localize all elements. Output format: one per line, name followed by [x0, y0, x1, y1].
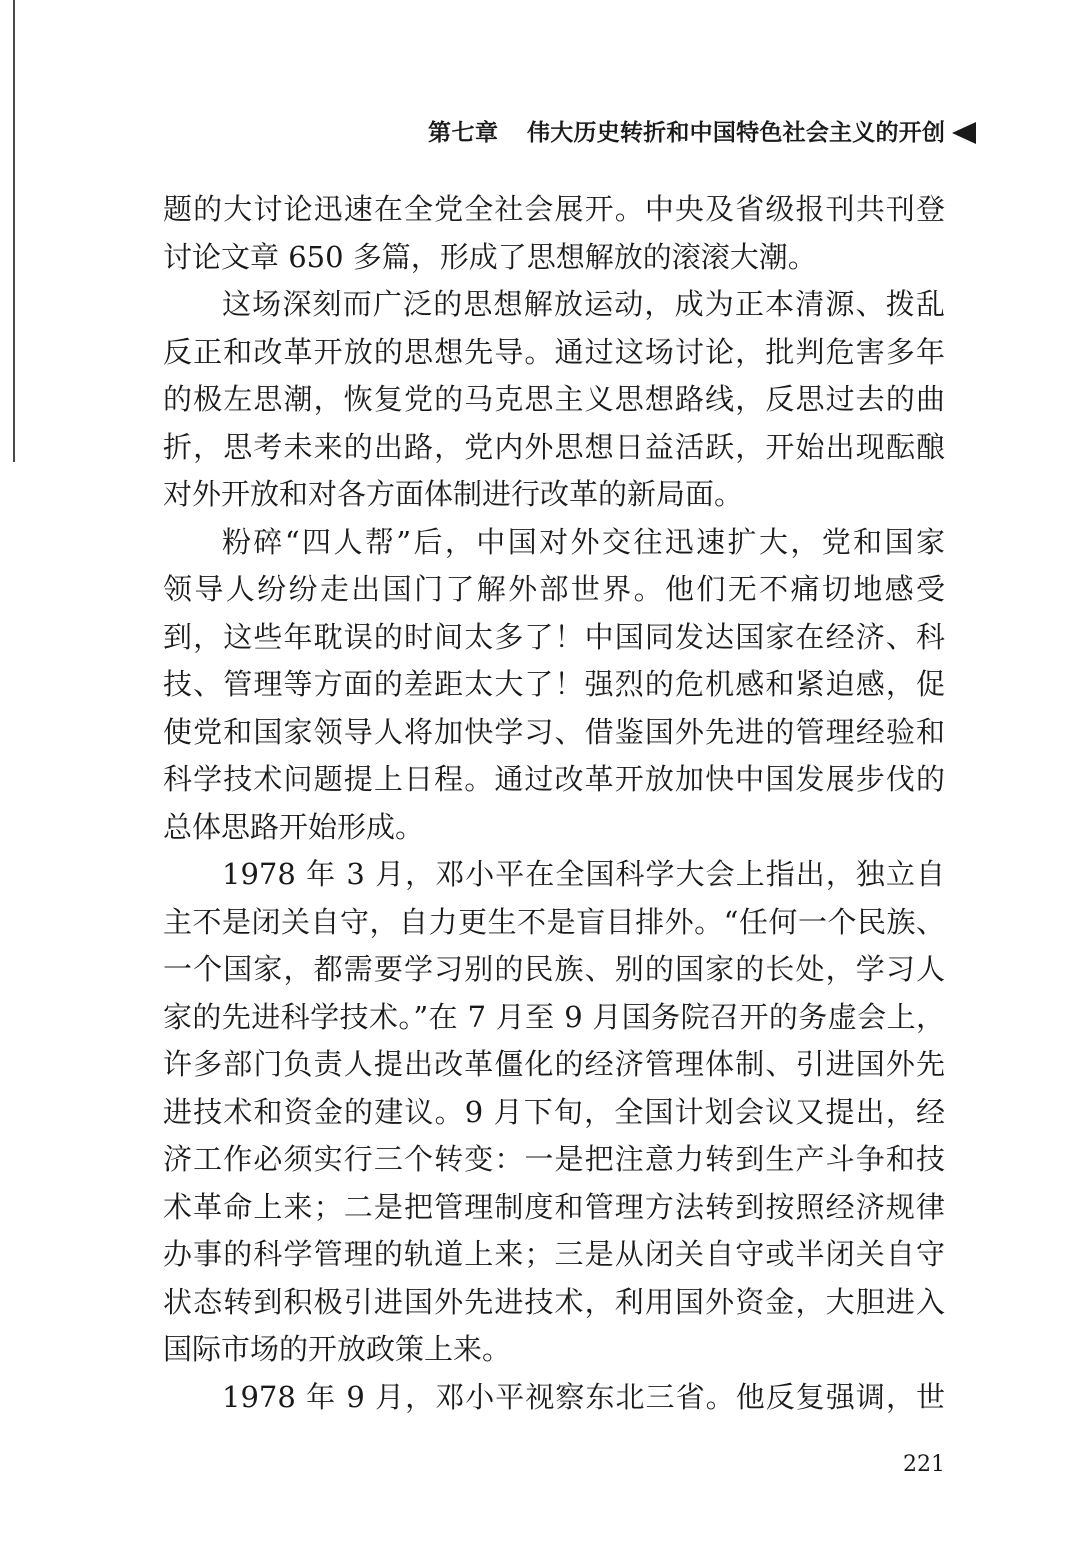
text-line: 反正和改革开放的思想先导。通过这场讨论，批判危害多年 [163, 334, 945, 369]
text-line: 总体思路开始形成。 [163, 809, 425, 844]
binding-edge-line [13, 0, 15, 462]
text-line: 办事的科学管理的轨道上来；三是从闭关自守或半闭关自守 [163, 1237, 945, 1271]
text-line: 科学技术问题提上日程。通过改革开放加快中国发展步伐的 [163, 762, 945, 796]
text-line: 粉碎“四人帮”后，中国对外交往迅速扩大，党和国家 [222, 524, 945, 559]
page-number: 221 [903, 1452, 945, 1477]
text-line: 主不是闭关自守，自力更生不是盲目排外。“任何一个民族、 [163, 904, 945, 939]
text-line: 济工作必须实行三个转变：一是把注意力转到生产斗争和技 [163, 1142, 945, 1176]
text-line: 家的先进科学技术。”在 7 月至 9 月国务院召开的务虚会上， [163, 999, 945, 1034]
text-line: 国际市场的开放政策上来。 [163, 1332, 512, 1366]
text-line: 这场深刻而广泛的思想解放运动，成为正本清源、拨乱 [222, 287, 945, 321]
text-line: 的极左思潮，恢复党的马克思主义思想路线，反思过去的曲 [163, 382, 945, 416]
paragraph [163, 851, 945, 1374]
text-line: 使党和国家领导人将加快学习、借鉴国外先进的管理经验和 [163, 714, 945, 749]
chapter-title: 伟大历史转折和中国特色社会主义的开创 [527, 119, 945, 146]
text-line: 进技术和资金的建议。9 月下旬，全国计划会议又提出，经 [163, 1094, 945, 1129]
text-line: 一个国家，都需要学习别的民族、别的国家的长处，学习人 [163, 952, 945, 986]
text-line: 术革命上来；二是把管理制度和管理方法转到按照经济规律 [163, 1189, 945, 1224]
chapter-number: 第七章 [428, 119, 498, 146]
text-line: 讨论文章 650 多篇，形成了思想解放的滚滚大潮。 [163, 239, 817, 274]
paragraph [163, 519, 945, 852]
text-line: 状态转到积极引进国外先进技术，利用国外资金，大胆进入 [163, 1284, 945, 1319]
paragraph [163, 1374, 945, 1422]
text-line: 1978 年 3 月，邓小平在全国科学大会上指出，独立自 [222, 857, 945, 891]
text-line: 技、管理等方面的差距太大了！强烈的危机感和紧迫感，促 [163, 667, 945, 701]
text-line: 1978 年 9 月，邓小平视察东北三省。他反复强调，世 [222, 1379, 945, 1414]
text-line: 对外开放和对各方面体制进行改革的新局面。 [163, 477, 744, 511]
body-text [163, 186, 945, 1421]
text-line: 领导人纷纷走出国门了解外部世界。他们无不痛切地感受 [163, 572, 945, 606]
text-line: 许多部门负责人提出改革僵化的经济管理体制、引进国外先 [163, 1047, 945, 1081]
paragraph [163, 186, 945, 281]
text-line: 折，思考未来的出路，党内外思想日益活跃，开始出现酝酿 [163, 429, 945, 464]
triangle-left-icon [952, 122, 976, 144]
paragraph [163, 281, 945, 519]
text-line: 题的大讨论迅速在全党全社会展开。中央及省级报刊共刊登 [163, 192, 945, 226]
text-line: 到，这些年耽误的时间太多了！中国同发达国家在经济、科 [163, 619, 945, 654]
